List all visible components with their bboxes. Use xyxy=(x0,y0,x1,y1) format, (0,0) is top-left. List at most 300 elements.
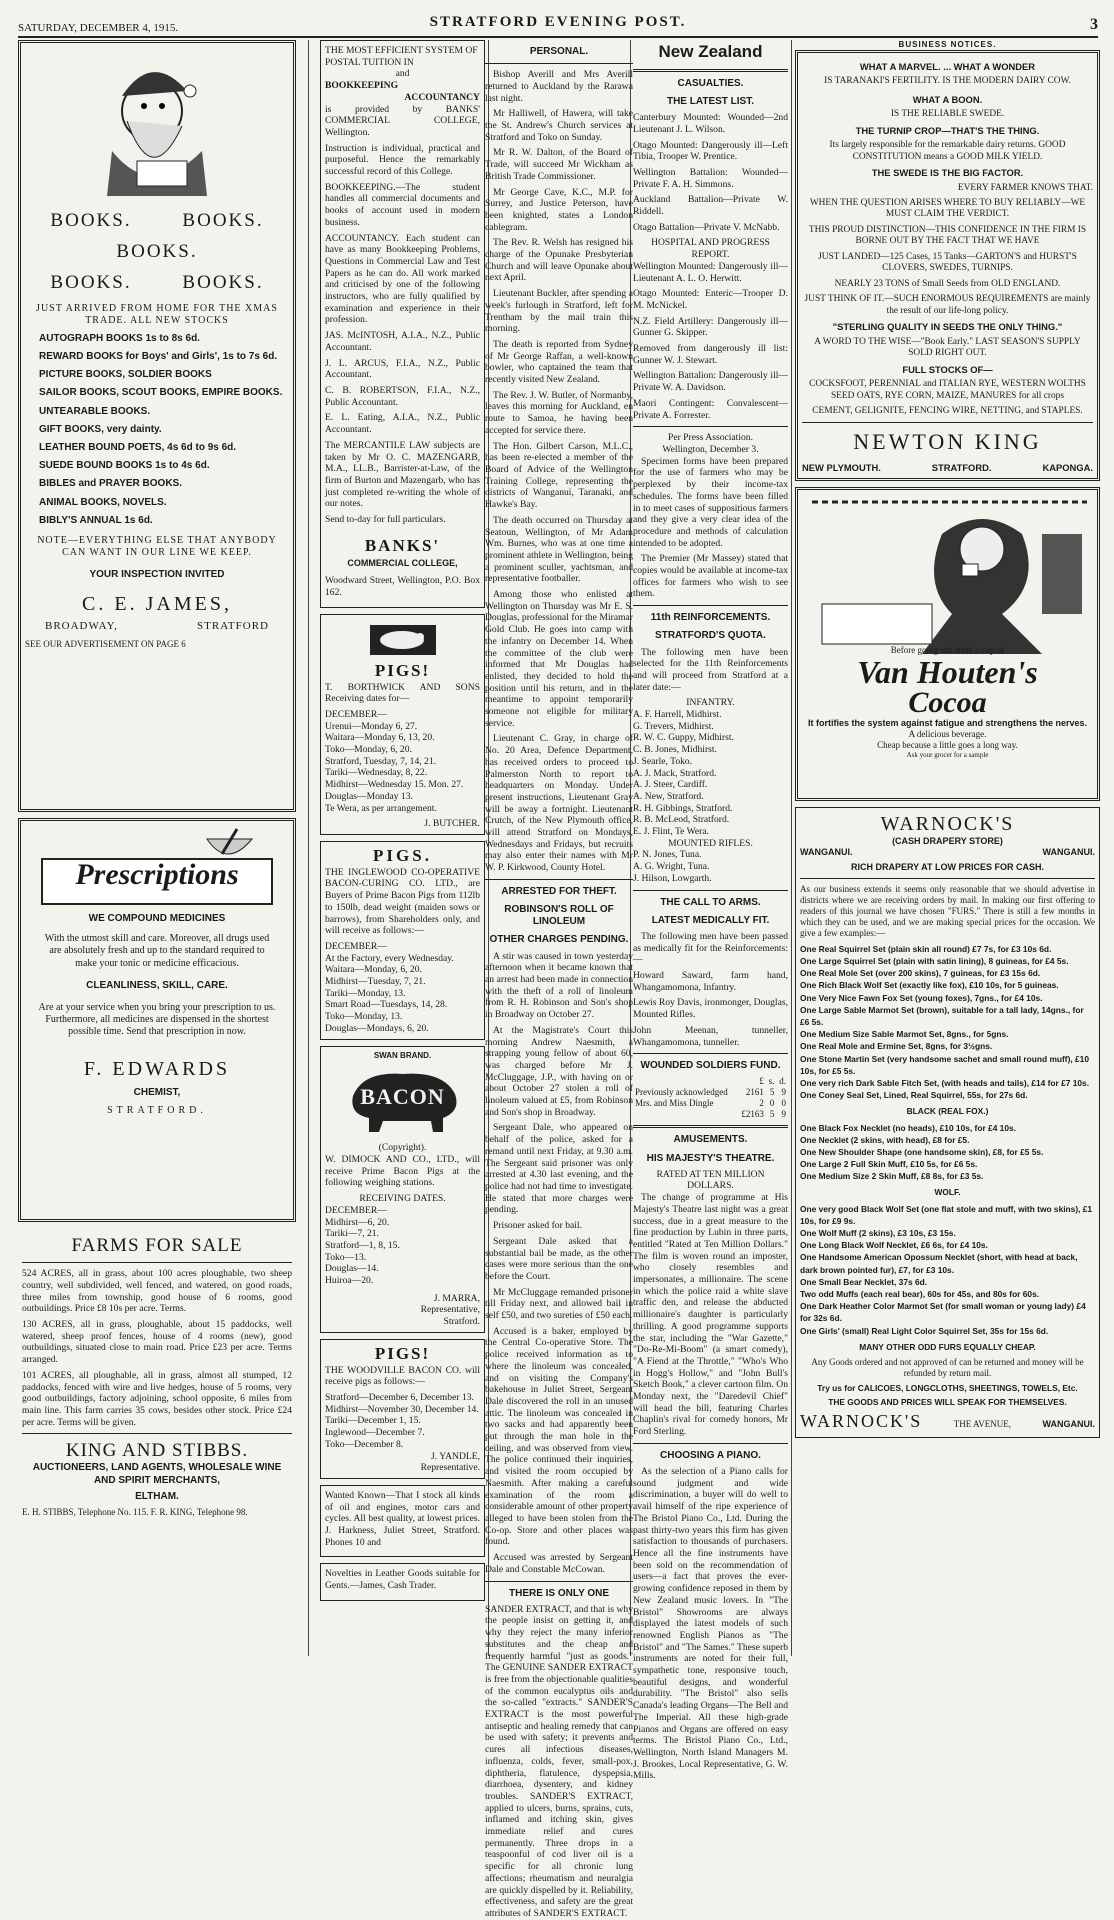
soldier: A. G. Wright, Tuna. xyxy=(633,861,710,873)
casualty: Otago Mounted: Dangerously ill—Left Tibia, Trooper W. Prentice. xyxy=(633,139,788,163)
fund-pence: 9 xyxy=(781,1087,786,1098)
warnocks-advert xyxy=(795,807,1100,1439)
fur-item: One Real Mole Set (over 200 skins), 7 guineas, for £3 15s 6d. xyxy=(800,968,1041,979)
rep-name: J. YANDLE, xyxy=(431,1450,480,1462)
theft-para: Sergeant Dale, who appeared on behalf of the police, asked for a remand until next Friday, at 9.30 a.m. The Sergeant said prisoner was only arrested at 4.30 last evening, and the police had not had time to investigate. He stated that more charges were pending. xyxy=(485,1122,633,1216)
instructor: E. L. Eating, A.I.A., N.Z., Public Accountant. xyxy=(325,412,480,436)
latest-list-heading: THE LATEST LIST. xyxy=(666,95,755,107)
pig-date: Te Wera, as per arrangement. xyxy=(325,802,437,814)
farms-advert xyxy=(18,1228,296,1520)
farm-listing: 101 ACRES, all ploughable, all in grass, almost all stumped, 12 paddocks, fenced with wire and live hedges, house of 5 rooms, very good outbuildings, factory adjoining, school opposite, 6 miles from main line. This farm carries 35 cows, besides other stock. Price £24 per acre. Terms will be given. xyxy=(22,1369,292,1428)
pig-date: Toko—Monday, 6, 20. xyxy=(325,744,412,756)
fit-man: Howard Saward, farm hand, Whangamomona, Infantry. xyxy=(633,970,788,993)
books-advert xyxy=(18,40,296,812)
masthead xyxy=(18,8,1098,38)
nk-town: KAPONGA. xyxy=(1042,462,1093,474)
fund-donor xyxy=(633,1109,737,1120)
fur-item: One Dark Heather Color Marmot Set (for small woman or young lady) £4 for 32s 6d. xyxy=(800,1301,1086,1324)
pigs-heading: PIGS! xyxy=(374,1343,431,1363)
chemist-name: F. EDWARDS xyxy=(83,1057,231,1080)
fur-item: One Medium Size 2 Skin Muff, £8 8s, for £3 5s. xyxy=(800,1171,984,1182)
sander-text: SANDER EXTRACT, and that is why the people insist on getting it, and why they reject the many inferior substitutes and the cheap and frequently harmful "just as goods." The GENUINE SANDER EXTRACT is free from the objectionable qualities of the common eucalyptus oils and the so-called "extracts." SANDER'S EXTRACT is the most powerful antiseptic and healing remedy that can be used with safety; it prevents and cures all infectious diseases, influenza, colds, fever, small-pox, diphtheria, flatulence, dyspepsia, diarrhoea, dysentery, and kidney troubles. SANDER'S EXTRACT, applied to ulcers, burns, sprains, cuts, inflamed and itching skin, gives immediate relief and cures permanently. Three drops in a teaspoonful of cod liver oil is a specific for all chronic lung affections; rheumatism and neuralgia are quickly dispelled by it. Reliability, effectiveness, and safety are the great attributes of SANDER'S EXTRACT. xyxy=(485,1603,633,1919)
rep-title: Representative, xyxy=(420,1304,480,1316)
prescriptions-advert xyxy=(18,818,296,1222)
chemist-label: CHEMIST, xyxy=(133,1086,181,1098)
skill-text: With the utmost skill and care. Moreover, all drugs used are absolutely fresh and up to the standard required to make your tonic or medicine efficacious. xyxy=(44,933,270,969)
casualty: Otago Battalion—Private V. McNabb. xyxy=(633,221,780,233)
books-heading-row xyxy=(25,209,289,232)
hospital-report: Removed from dangerously ill list: Gunner W. J. Stewart. xyxy=(633,343,788,366)
cocoa-claim: It fortifies the system against fatigue and strengthens the nerves. xyxy=(807,718,1088,729)
wanted-text: Wanted Known—That I stock all kinds of oil and engines, motor cars and cycles. All best quality, at lowest prices. J. Harkness, Juliet Street, Stratford. Phones 10 and xyxy=(325,1489,480,1548)
farms-heading: FARMS FOR SALE xyxy=(71,1235,243,1256)
personal-item: Lieutenant Buckler, after spending a week's furlough in Stratford, left for Trentham by the mail train this morning. xyxy=(485,288,633,335)
casualty: Auckland Battalion—Private W. Riddell. xyxy=(633,194,788,218)
bacon-word: BACON xyxy=(360,1084,445,1110)
compound-heading: WE COMPOUND MEDICINES xyxy=(88,913,226,924)
pig-date: Stratford, Tuesday, 7, 14, 21. xyxy=(325,755,437,767)
nk-line: NEARLY 23 TONS of Small Seeds from OLD ENGLAND. xyxy=(834,278,1061,289)
pig-date: Huiroa—20. xyxy=(325,1275,374,1287)
nk-towns xyxy=(802,462,1093,473)
theft-para: Prisoner asked for bail. xyxy=(493,1220,582,1232)
fur-item: One very rich Dark Sable Fitch Set, (with heads and tails), £14 for £7 10s. xyxy=(800,1077,1090,1088)
fur-item: One Girls' (small) Real Light Color Squirrel Set, 35s for 15s 6d. xyxy=(800,1325,1049,1336)
dimock-bacon-advert xyxy=(320,1046,485,1333)
pounds-header: £ xyxy=(759,1076,764,1087)
fur-item: One very good Black Wolf Set (one flat stole and muff, with two skins), £1 10s, for £9 9s. xyxy=(800,1203,1093,1226)
soldier: A. F. Harrell, Midhirst. xyxy=(633,709,722,721)
bookkeeping-heading: BOOKKEEPING xyxy=(325,80,399,92)
fur-item: One Large 2 Full Skin Muff, £10 5s, for £6 5s. xyxy=(800,1159,978,1170)
cocoa-intro: Before going out drink a cup of xyxy=(890,645,1005,656)
personal-item: The death occurred on Thursday at Seatoun, Wellington, of Mr Adam Wm. Burnes, who was at one time a prominent athlete in Wellington, being a prominent sculler, yachtsman, and representative footballer. xyxy=(485,514,633,585)
pig-date: Stratford—1, 8, 15. xyxy=(325,1239,400,1251)
books-heading: BOOKS. xyxy=(182,210,264,231)
fund-row xyxy=(633,1087,788,1098)
instructor: J. L. ARCUS, F.I.A., N.Z., Public Accountant. xyxy=(325,357,480,381)
returns-policy: Any Goods ordered and not approved of can be returned and money will be refunded by return mail. xyxy=(811,1356,1084,1378)
page-number: 3 xyxy=(1090,16,1098,33)
film-title: RATED AT TEN MILLION DOLLARS. xyxy=(656,1168,765,1192)
dimock-intro: W. DIMOCK AND CO., LTD., will receive Prime Bacon Pigs at the following weighing stations. xyxy=(325,1154,480,1189)
hospital-report: Wellington Battalion: Dangerously ill—Private W. A. Davidson. xyxy=(633,370,788,394)
postal-tuition-heading: THE MOST EFFICIENT SYSTEM OF POSTAL TUITION IN xyxy=(325,45,478,68)
theft-para: Mr McCluggage remanded prisoner till Friday next, and allowed bail in self £50, and two sureties of £50 each. xyxy=(485,1286,633,1322)
fur-item: One Wolf Muff (2 skins), £3 10s, £3 15s. xyxy=(800,1228,956,1239)
book-item: ANIMAL BOOKS, NOVELS. xyxy=(39,496,167,508)
book-item: LEATHER BOUND POETS, 4s 6d to 9s 6d. xyxy=(39,442,237,454)
warnocks-footer-town: WANGANUI. xyxy=(1042,1419,1095,1430)
warnocks-footer-name: WARNOCK'S xyxy=(800,1411,923,1432)
theatre-heading: HIS MAJESTY'S THEATRE. xyxy=(646,1152,775,1164)
santa-claus-illustration xyxy=(82,51,232,201)
cocoa-sample: Ask your grocer for a sample xyxy=(906,751,989,760)
newspaper-title: STRATFORD EVENING POST. xyxy=(429,14,687,30)
try-us: Try us for CALICOES, LONGCLOTHS, SHEETINGS, TOWELS, Etc. xyxy=(817,1382,1078,1393)
merchant-name: C. E. JAMES, xyxy=(82,592,232,615)
soldier: A. J. Mack, Stratford. xyxy=(633,767,717,779)
press-association: Per Press Association. xyxy=(667,432,753,444)
fit-man: Lewis Roy Davis, ironmonger, Douglas, Mounted Rifles. xyxy=(633,997,788,1021)
receiving-dates: RECEIVING DATES. xyxy=(359,1193,446,1205)
soldier: R. B. McLeod, Stratford. xyxy=(633,814,730,826)
call-heading: THE CALL TO ARMS. xyxy=(660,896,761,908)
hospital-report: Maori Contingent: Convalescent—Private A. Forrester. xyxy=(633,397,788,421)
nk-line: FULL STOCKS OF— xyxy=(902,363,993,375)
piano-heading: CHOOSING A PIANO. xyxy=(660,1449,761,1461)
premier-text: The Premier (Mr Massey) stated that copies would be available at income-tax offices for farmers who wish to see them. xyxy=(633,553,788,600)
fit-heading: LATEST MEDICALLY FIT. xyxy=(651,914,770,926)
provided-text: is provided by BANKS' COMMERCIAL COLLEGE, Wellington. xyxy=(325,103,480,138)
woodville-pigs-advert xyxy=(320,1339,485,1479)
nk-line: WHEN THE QUESTION ARISES WHERE TO BUY RELIABLY—WE MUST CLAIM THE VERDICT. xyxy=(809,197,1086,220)
accountancy-text: ACCOUNTANCY. Each student can have as many Bookkeeping Problems, Questions in Commercial Law and Test Papers as he can do. All work marked and criticised by one of the following instructors, who are fully qualified by examination and experience in their profession. xyxy=(325,232,480,326)
personal-item: The Hon. Gilbert Carson, M.L.C., has been re-elected a member of the Board of Advice of the Wellington Training College, representing the districts of Wanganui, Taranaki, and Hawke's Bay. xyxy=(485,440,633,511)
note-text: NOTE—EVERYTHING ELSE THAT ANYBODY CAN WANT IN OUR LINE WE KEEP. xyxy=(37,534,277,559)
column-2 xyxy=(320,40,485,1656)
pig-date: Tariki—Wednesday, 8, 22. xyxy=(325,767,428,779)
warnocks-street: THE AVENUE, xyxy=(953,1419,1012,1430)
newton-king-name: NEWTON KING xyxy=(853,429,1042,455)
infantry-label: INFANTRY. xyxy=(686,697,735,709)
nk-line: EVERY FARMER KNOWS THAT. xyxy=(957,182,1093,193)
agent-services: AUCTIONEERS, LAND AGENTS, WHOLESALE WINE AND SPIRIT MERCHANTS, xyxy=(32,1462,282,1486)
mounted-label: MOUNTED RIFLES. xyxy=(668,837,753,849)
soldier: E. J. Flint, Te Wera. xyxy=(633,826,710,838)
copyright: (Copyright). xyxy=(378,1142,427,1154)
personal-heading: PERSONAL. xyxy=(529,46,589,57)
fund-shillings: 5 xyxy=(769,1109,775,1120)
hospital-heading: HOSPITAL AND PROGRESS REPORT. xyxy=(651,237,770,261)
pig-date: Midhirst—6, 20. xyxy=(325,1216,390,1228)
personal-item: The Rev. J. W. Butler, of Normanby, leaves this morning for Auckland, en route to Samoa, he having been accepted for service there. xyxy=(485,389,633,436)
chemist-town: STRATFORD. xyxy=(107,1105,207,1117)
soldier: R. H. Gibbings, Stratford. xyxy=(633,802,733,814)
pig-date: Tariki—7, 21. xyxy=(325,1228,379,1240)
man-drinking-cocoa-illustration xyxy=(802,494,1097,654)
pig-date: Douglas—Mondays, 6, 20. xyxy=(325,1022,429,1034)
inglewood-pigs-advert xyxy=(320,841,485,1040)
fur-item: One Real Mole and Ermine Set, 8gns, for 3½gns. xyxy=(800,1041,993,1052)
van-houten-brand: Van Houten's xyxy=(857,654,1038,691)
warnocks-title: WARNOCK'S xyxy=(880,812,1015,835)
pig-icon xyxy=(368,623,438,657)
shillings-header: s. xyxy=(768,1076,775,1087)
borthwick-intro: T. BORTHWICK AND SONS Receiving dates for— xyxy=(325,681,480,705)
soldier: C. B. Jones, Midhirst. xyxy=(633,744,717,756)
fur-item: One Real Squirrel Set (plain skin all round) £7 7s, for £3 10s 6d. xyxy=(800,943,1052,954)
fund-pence: 9 xyxy=(781,1109,786,1120)
pig-date: Toko—13. xyxy=(325,1251,367,1263)
wolf-heading: WOLF. xyxy=(934,1187,961,1198)
fur-item: One Necklet (2 skins, with head), £8 for £5. xyxy=(800,1134,970,1145)
book-list xyxy=(25,333,289,527)
inglewood-intro: THE INGLEWOOD CO-OPERATIVE BACON-CURING CO. LTD., are Buyers of Prime Bacon Pigs from 112lb to 150lb, dead weight (maiden sows or barrows), from Shareholders only, and will receive as follows:— xyxy=(325,866,480,937)
goods-speak: THE GOODS AND PRICES WILL SPEAK FOR THEMSELVES. xyxy=(828,1397,1067,1408)
warnocks-town-row xyxy=(800,847,1095,858)
banks-title: BANKS' xyxy=(364,535,441,555)
book-item: SUEDE BOUND BOOKS 1s to 4s 6d. xyxy=(39,460,210,472)
column-rule xyxy=(791,40,792,1656)
hospital-report: Otago Mounted: Enteric—Trooper D. M. McNickel. xyxy=(633,288,788,311)
bookkeeping-text: BOOKKEEPING.—The student handles all commercial documents and books of account used in modern business. xyxy=(325,181,480,228)
pig-date: Urenui—Monday 6, 27. xyxy=(325,720,418,732)
nk-line: THIS PROUD DISTINCTION—THIS CONFIDENCE IN THE FIRM IS BORNE OUT BY THE FACT THAT WE HAVE xyxy=(808,224,1087,247)
books-heading-row xyxy=(25,240,289,263)
accountancy-heading: ACCOUNTANCY xyxy=(404,91,480,103)
fur-item: One Large Squirrel Set (plain with satin lining), 8 guineas, for £4 5s. xyxy=(800,956,1069,967)
pig-date: Smart Road—Tuesdays, 14, 28. xyxy=(325,999,448,1011)
fur-item: Two odd Muffs (each real bear), 60s for 45s, and 80s for 60s. xyxy=(800,1288,1040,1299)
fur-item: One Coney Seal Set, Lined, Real Squirrel, 55s, for 27s 6d. xyxy=(800,1090,1028,1101)
newton-king-advert xyxy=(795,50,1100,481)
book-item: GIFT BOOKS, very dainty. xyxy=(39,423,162,435)
books-heading: BOOKS. xyxy=(50,272,132,294)
novelties-notice xyxy=(320,1563,485,1600)
personal-item: Among those who enlisted at Wellington on Thursday was Mr E. S. Douglas, professional for the Miramar Gold Club. He goes into camp with the infantry on December 14. When the committee of the club were informed that Mr Douglas had enlisted, they decided to hold the position until his return, and in the meantime to appoint temporarily someone not eligible for military service. xyxy=(485,589,633,729)
personal-item: Lieutenant C. Gray, in charge of No. 20 Area, Defence Department, has received orders to proceed to Palmerston North to report to headquarters on Monday. Under present instructions, Lieutenant Gray will be away a fortnight. Lieutenant Crutch, of the New Plymouth office, will attend Stratford on Mondays, Wednesdays and Fridays, but recruits may also enter their names with Mr W. P. Kirkwood, County Hotel. xyxy=(485,733,633,874)
fur-item: One Very Nice Fawn Fox Set (young foxes), 7gns., for £4 10s. xyxy=(800,992,1043,1003)
rep-title: Representative. xyxy=(420,1462,480,1474)
fit-man: John Meenan, tunneller, Whangamomona, tunneller. xyxy=(633,1024,788,1048)
cocoa-claim: A delicious beverage. xyxy=(908,729,987,740)
inspection-invited: YOUR INSPECTION INVITED xyxy=(89,569,225,581)
fund-shillings: 5 xyxy=(769,1087,775,1098)
pig-date: Stratford—December 6, December 13. xyxy=(325,1392,474,1404)
and-word: and xyxy=(395,68,410,80)
pig-date: Douglas—14. xyxy=(325,1263,379,1275)
warnocks-subtitle: (CASH DRAPERY STORE) xyxy=(892,836,1003,847)
farm-listing: 524 ACRES, all in grass, about 100 acres ploughable, two sheep country, well subdivided, well fenced, and watered, on good roads, three miles from township, good house of 6 rooms, good outbuildings. Price £8 10s per acre. Terms. xyxy=(22,1268,292,1315)
merchant-address xyxy=(25,620,289,633)
fur-list xyxy=(800,943,1095,1353)
issue-date: SATURDAY, DECEMBER 4, 1915. xyxy=(18,22,179,34)
charges-heading: OTHER CHARGES PENDING. xyxy=(489,934,629,946)
fund-header-row xyxy=(633,1076,788,1087)
pigs-heading: PIGS. xyxy=(373,846,432,865)
rep-name: J. MARRA, xyxy=(433,1292,480,1304)
novelties-text: Novelties in Leather Goods suitable for Gents.—James, Cash Trader. xyxy=(325,1568,480,1592)
business-text: As our business extends it seems only reasonable that we should advertise in districts where we are receiving orders by mail. In making our first offering to readers of this journal we have chosen "FURS." There is still a few months in which they can be used, and we are making special prices for the occasion. We give a few examples:— xyxy=(800,884,1095,938)
warnocks-town: WANGANUI. xyxy=(1042,847,1095,858)
fur-item: One Handsome American Opossum Necklet (short, with head at back, dark brown pointed fur), £7, for £3 10s. xyxy=(800,1252,1078,1275)
book-item: BIBLES and PRAYER BOOKS. xyxy=(39,478,182,490)
fund-shillings: 0 xyxy=(769,1098,775,1109)
personal-item: The Rev. R. Welsh has resigned his charge of the Opunake Presbyterian Church and will leave Opunake about next April. xyxy=(485,237,633,284)
fund-donor: Previously acknowledged xyxy=(635,1087,728,1098)
town: STRATFORD xyxy=(197,619,269,632)
book-item: SAILOR BOOKS, SCOUT BOOKS, EMPIRE BOOKS. xyxy=(39,387,283,399)
column-3 xyxy=(485,40,633,1919)
fur-item: One Rich Black Wolf Set (exactly like fox), £10 10s, for 5 guineas. xyxy=(800,980,1059,991)
quota-text: The following men have been selected for the 11th Reinforcements and will proceed from Stratford at a later date:— xyxy=(633,646,788,693)
arrived-notice: JUST ARRIVED FROM HOME FOR THE XMAS TRADE. ALL NEW STOCKS xyxy=(36,302,278,326)
nk-line: COCKSFOOT, PERENNIAL and ITALIAN RYE, WESTERN WOLTHS SEED OATS, RYE CORN, MAIZE, MANURES for all crops xyxy=(809,379,1086,401)
business-notices-heading: BUSINESS NOTICES. xyxy=(898,40,997,49)
sander-heading: THERE IS ONLY ONE xyxy=(508,1587,610,1599)
section-title: New Zealand xyxy=(658,42,763,61)
agent-phones: E. H. STIBBS, Telephone No. 115. F. R. KING, Telephone 98. xyxy=(22,1507,248,1518)
december-label: DECEMBER— xyxy=(325,708,387,720)
reinforcements-heading: 11th REINFORCEMENTS. xyxy=(650,612,771,624)
theft-para: Accused was arrested by Sergeant Dale and Constable McCowan. xyxy=(485,1552,633,1575)
specimen-text: Specimen forms have been prepared for the use of farmers who may be perplexed by their income-tax schedules. The forms have been filled in to meet cases of suppositious farmers and they give a very clear idea of the procedure and methods of calculation intended to be adopted. xyxy=(633,455,788,549)
many-furs: MANY OTHER ODD FURS EQUALLY CHEAP. xyxy=(859,1341,1036,1352)
book-item: BIBLY'S ANNUAL 1s 6d. xyxy=(39,514,153,526)
pig-date: Waitara—Monday 6, 13, 20. xyxy=(325,732,435,744)
fur-item: One Stone Martin Set (very handsome sachet and small round muff), £10 10s, for £5 5s. xyxy=(800,1053,1090,1076)
column-rule xyxy=(308,40,309,1656)
personal-item: Mr R. W. Dalton, of the Board of Trade, will succeed Mr Wickham as British Trade Commissioner. xyxy=(485,147,633,182)
service-text: Are at your service when you bring your prescription to us. Furthermore, all medicines are dispensed in the shortest possible time. Send that prescription in now. xyxy=(38,1001,276,1038)
column-5 xyxy=(795,40,1100,1656)
pig-date: Midhirst—Wednesday 15. Mon. 27. xyxy=(325,779,464,791)
black-fox-heading: BLACK (REAL FOX.) xyxy=(906,1106,989,1117)
pig-date: Midhirst—Tuesday, 7, 21. xyxy=(325,976,426,988)
column-4 xyxy=(633,40,788,1782)
swan-brand: SWAN BRAND. xyxy=(373,1050,432,1060)
hospital-report: Wellington Mounted: Dangerously ill—Lieutenant A. L. O. Herwitt. xyxy=(633,260,788,284)
instructor: JAS. McINTOSH, A.I.A., N.Z., Public Accountant. xyxy=(325,330,480,353)
fund-table xyxy=(633,1076,788,1120)
send-text: Send to-day for full particulars. xyxy=(325,514,446,526)
butcher-name: J. BUTCHER. xyxy=(424,818,480,830)
soldier: P. N. Jones, Tuna. xyxy=(633,849,702,861)
nk-line: JUST LANDED—125 Cases, 15 Tanks—GARTON'S and HURST'S CLOVERS, SWEDES, TURNIPS. xyxy=(818,251,1077,274)
books-heading: BOOKS. xyxy=(50,210,132,231)
instruction-text: Instruction is individual, practical and purposeful. Hence the remarkably successful record of this College. xyxy=(325,142,480,178)
fund-row xyxy=(633,1098,788,1109)
personal-item: Bishop Averill and Mrs Averill returned to Auckland by the Rarawa last night. xyxy=(485,69,633,104)
fur-item: One Black Fox Necklet (no heads), £10 10s, for £4 10s. xyxy=(800,1122,1016,1133)
pig-date: Douglas—Monday 13. xyxy=(325,790,413,802)
casualty: Wellington Battalion: Wounded—Private F. A. H. Simmons. xyxy=(633,166,788,190)
nk-line: WHAT A BOON. xyxy=(912,93,983,105)
book-item: UNTEARABLE BOOKS. xyxy=(39,405,151,417)
fund-pounds: 2161 xyxy=(745,1087,764,1098)
soldier: A. New, Stratford. xyxy=(633,790,704,802)
pig-date: Tariki—December 1, 15. xyxy=(325,1415,421,1427)
fur-item: One Large Sable Marmot Set (brown), suitable for a tall lady, 14gns., for £6 5s. xyxy=(800,1004,1084,1028)
fur-item: One Small Bear Necklet, 37s 6d. xyxy=(800,1276,928,1287)
books-heading: BOOKS. xyxy=(116,241,198,263)
cocoa-word: Cocoa xyxy=(908,686,987,720)
agent-town: ELTHAM. xyxy=(135,1490,179,1502)
personal-item: Mr Halliwell, of Hawera, will take the St. Andrew's Church services at Stratford and Toko on Sunday. xyxy=(485,108,633,143)
fund-pounds: £2163 xyxy=(741,1109,764,1120)
column-1 xyxy=(18,40,296,1656)
amusements-heading: AMUSEMENTS. xyxy=(673,1134,748,1146)
street: BROADWAY, xyxy=(45,619,118,632)
theft-para: Accused is a baker, employed by the Central Co-operative Store. The police received information as to where the linoleum was concealed, and on visiting the Company's bakehouse in Juliet Street, Sergeant Dale discovered the roll in an unused attic. The linoleum was concealed in two sacks and had apparently been put through the man hole in the ceiling, and was observed from view. The police continued their inquiries, and visited the room occupied by Naesmith. After making a careful examination of the room a considerable amount of other property alleged to have been stolen from the Co-op. Store and other places was found. xyxy=(485,1325,633,1548)
cleanliness-heading: CLEANLINESS, SKILL, CARE. xyxy=(86,979,228,991)
college-name: COMMERCIAL COLLEGE, xyxy=(347,558,458,569)
agent-name: KING AND STIBBS. xyxy=(65,1440,249,1462)
book-item: PICTURE BOOKS, SOLDIER BOOKS xyxy=(39,369,212,381)
nk-line: IS THE RELIABLE SWEDE. xyxy=(890,109,1005,120)
nk-line: THE SWEDE IS THE BIG FACTOR. xyxy=(871,167,1024,179)
fund-heading: WOUNDED SOLDIERS FUND. xyxy=(640,1060,781,1072)
soldier: J. Hilson, Lowgarth. xyxy=(633,872,712,884)
van-houten-cocoa-advert xyxy=(795,487,1100,801)
soldier: J. Searle, Toko. xyxy=(633,755,693,767)
woodville-intro: THE WOODVILLE BACON CO. will receive pigs as follows:— xyxy=(325,1364,480,1388)
pig-date: At the Factory, every Wednesday. xyxy=(325,952,454,964)
pig-date: Tariki—Monday, 13. xyxy=(325,987,406,999)
arrested-heading: ARRESTED FOR THEFT. xyxy=(501,885,617,897)
personal-item: The death is reported from Sydney of Mr George Raffan, a well-known bowler, who captained the team that recently visited New Zealand. xyxy=(485,338,633,386)
fit-text: The following men have been passed as medically fit for the Reinforcements:— xyxy=(633,930,788,966)
soldier: R. W. C. Guppy, Midhirst. xyxy=(633,732,734,744)
nk-line: JUST THINK OF IT.—SUCH ENORMOUS REQUIREMENTS are mainly the result of our life-long policy. xyxy=(804,294,1091,316)
soldier: A. J. Steer, Cardiff. xyxy=(633,779,708,791)
dateline: Wellington, December 3. xyxy=(662,443,759,455)
theft-para: At the Magistrate's Court this morning Andrew Naesmith, a strapping young fellow of about 60, was charged before Mr J. McCluggage, J.P., with having on or about October 27 stolen a roll of linoleum valued at £5, from Robinson and Son's shop in Broadway. xyxy=(485,1024,633,1118)
casualty: Canterbury Mounted: Wounded—2nd Lieutenant J. L. Wilson. xyxy=(633,112,788,135)
theatre-review: The change of programme at His Majesty's Theatre last night was a great success, due in a great measure to the fine production by Lubin in three parts, entitled "Rated at Ten Million Dollars." The film is woven round an imposter, who closely resembles and impersonates, a millionaire. The scene in which the police raid a white slave traffic den, and release the abducted millionaire's daughter is particularly thrilling. A good programme supports the star, including the "War Gazette," "Do-Re-Mi-Boom" (a smart comedy), "A Fiend at the Throttle," "Who's Who in Hogg's Hollow," and "John Bull's Sketch Book," a clever cartoon film. On Monday next, the "Daredevil Chief" will head the bill, featuring Charles Chaplin's rival for comedy honors, Mr Ford Sterling. xyxy=(633,1192,788,1438)
hospital-report: N.Z. Field Artillery: Dangerously ill—Gunner G. Skipper. xyxy=(633,315,788,339)
fund-pence: 0 xyxy=(781,1098,786,1109)
nk-line: IS TARANAKI'S FERTILITY. IS THE MODERN DAIRY COW. xyxy=(824,76,1071,87)
fur-item: One New Shoulder Shape (one handsome skin), £8, for £5 5s. xyxy=(800,1146,1044,1157)
december-label: DECEMBER— xyxy=(325,940,387,952)
book-item: REWARD BOOKS for Boys' and Girls', 1s to 7s 6d. xyxy=(39,351,278,363)
harkness-notice xyxy=(320,1485,485,1558)
cocoa-claim: Cheap because a little goes a long way. xyxy=(877,740,1018,751)
borthwick-pigs-advert xyxy=(320,614,485,835)
college-address: Woodward Street, Wellington, P.O. Box 162. xyxy=(325,575,480,599)
nk-line: Its largely responsible for the remarkable dairy returns. GOOD CONSTITUTION means a GOOD MILK YIELD. xyxy=(829,140,1066,162)
banks-college-advert xyxy=(320,40,485,608)
theft-para: Sergeant Dale asked that a substantial bail be made, as the other cases were more serious than the one before the Court. xyxy=(485,1235,633,1282)
prescriptions-title: Prescriptions xyxy=(75,858,239,891)
fund-pounds: 2 xyxy=(759,1098,764,1109)
pig-date: Midhirst—November 30, December 14. xyxy=(325,1403,479,1415)
books-heading: BOOKS. xyxy=(182,272,264,294)
theft-para: A stir was caused in town yesterday afternoon when it became known that an arrest had been made in connection with the theft of a roll of linoleum from R. H. Robinson and Son's shop in Broadway on October 27. xyxy=(485,950,633,1021)
farm-listing: 130 ACRES, all in grass, ploughable, about 15 paddocks, well watered, sheep proof fences, house of 4 rooms (new), good outbuildings, situated close to main road. Price £23 per acre. Terms arranged. xyxy=(22,1318,292,1366)
books-heading-row xyxy=(25,271,289,294)
instructor: C. B. ROBERTSON, F.I.A., N.Z., Public Accountant. xyxy=(325,384,480,408)
december-label: DECEMBER— xyxy=(325,1204,387,1216)
nk-line: CEMENT, GELIGNITE, FENCING WIRE, NETTING, and STAPLES. xyxy=(812,406,1083,416)
nk-town: NEW PLYMOUTH. xyxy=(802,462,881,474)
fur-item: One Long Black Wolf Necklet, £6 6s, for £4 10s. xyxy=(800,1240,988,1251)
quota-heading: STRATFORD'S QUOTA. xyxy=(655,630,766,642)
nk-line: THE TURNIP CROP—THAT'S THE THING. xyxy=(855,124,1040,136)
pence-header: d. xyxy=(779,1076,786,1087)
warnocks-footer xyxy=(800,1411,1095,1433)
nk-line: A WORD TO THE WISE—"Book Early." LAST SEASON'S SUPPLY SOLD RIGHT OUT. xyxy=(814,336,1081,359)
fur-item: One Medium Size Sable Marmot Set, 8gns., for 5gns. xyxy=(800,1029,1009,1040)
rep-town: Stratford. xyxy=(443,1316,480,1328)
mercantile-text: The MERCANTILE LAW subjects are taken by Mr O. C. MAZENGARB, M.A., LL.B., Barrister-at-Law, of the firm of Burton and Mazengarb, who has just completed re-writing the whole of our notes. xyxy=(325,439,480,510)
nk-line: WHAT A MARVEL. ... WHAT A WONDER xyxy=(859,60,1036,72)
see-advertisement: SEE OUR ADVERTISEMENT ON PAGE 6 xyxy=(25,639,186,650)
warnocks-town: WANGANUI. xyxy=(800,847,853,858)
nk-line: "STERLING QUALITY IN SEEDS THE ONLY THING." xyxy=(832,321,1063,333)
pig-date: Inglewood—December 7. xyxy=(325,1427,425,1439)
book-item: AUTOGRAPH BOOKS 1s to 8s 6d. xyxy=(39,332,200,344)
personal-item: Mr George Cave, K.C., M.P. for Surrey, and Justice Peterson, have been knighted, states a London cablegram. xyxy=(485,186,633,233)
pigs-heading: PIGS! xyxy=(374,660,431,680)
robinson-heading: ROBINSON'S ROLL OF LINOLEUM xyxy=(504,904,614,928)
piano-text: As the selection of a Piano calls for sound judgment and wide discrimination, a buyer will do well to avail himself of the ripe experience of The Bristol Piano Co., Ltd. During the past thirty-two years this firm has given satisfaction to thousands of purchasers. Hence all the fine instruments have been sold on the recommendation of users—a fact that proves the ever-growing confidence reposed in them by New Zealand music lovers. In "The Bristol" Showrooms are always displayed the latest models of such renowned English Pianos as "The Bristol" and "The Sames." These superb instruments are noted for their full, sympathetic tone, responsive touch, beautiful designs, and wonderful durability. "The Bristol" also sells Canada's leading Organs—The Bell and The Imperial. All these high-grade Pianos and Organs are offered on easy terms. The Bristol Piano Co., Ltd., Wellington, North Island Managers M. J. Brookes, Local Representative, G. W. Mills. xyxy=(633,1466,788,1782)
casualties-heading: CASUALTIES. xyxy=(677,77,744,89)
pig-date: Toko—December 8. xyxy=(325,1438,404,1450)
fund-donor: Mrs. and Miss Dingle xyxy=(635,1098,714,1109)
